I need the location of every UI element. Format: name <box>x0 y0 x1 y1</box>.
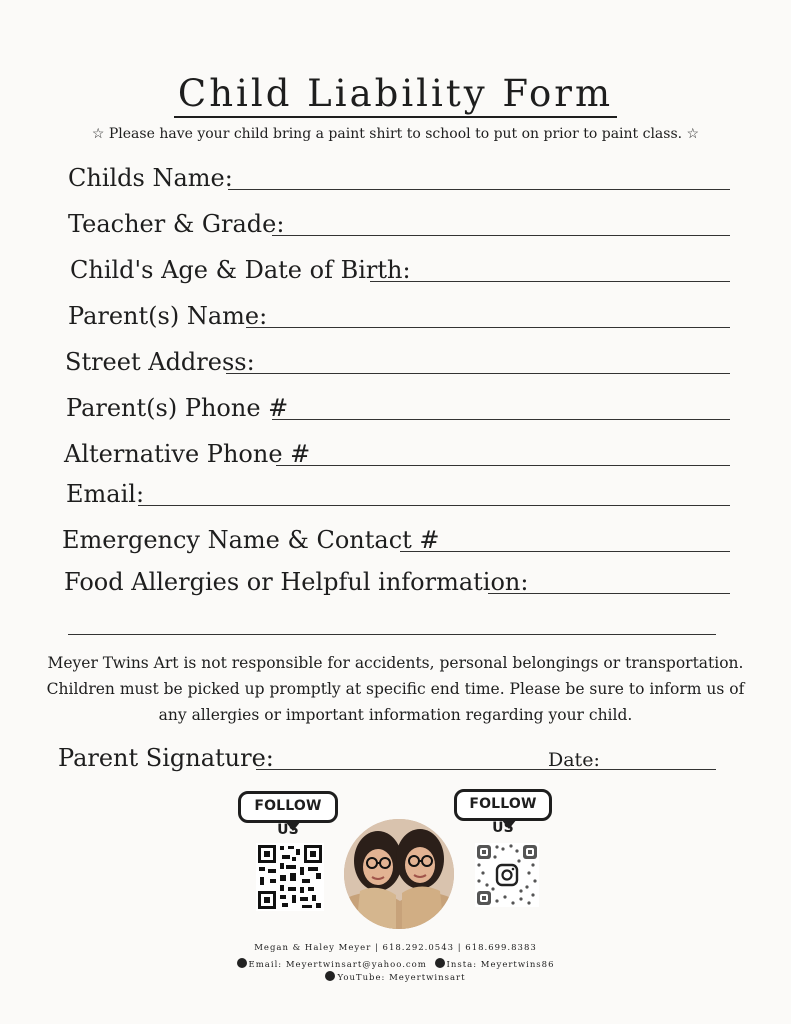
signature-row <box>0 742 791 776</box>
form-title: Child Liability Form <box>0 72 791 115</box>
street-address-line[interactable] <box>226 373 730 374</box>
email-line[interactable] <box>138 505 730 506</box>
field-label: Childs Name: <box>68 164 233 192</box>
alt-phone-line[interactable] <box>276 465 730 466</box>
disclaimer-line-2: Children must be picked up promptly at specific end time. Please be sure to inform us of <box>46 680 745 698</box>
footer-contact-line: Megan & Haley Meyer | 618.292.0543 | 618.699.8383 <box>254 943 537 953</box>
field-alt-phone <box>0 438 791 472</box>
field-label: Street Address: <box>65 348 255 376</box>
field-street-address <box>0 346 791 380</box>
liability-disclaimer <box>40 650 751 728</box>
field-childs-name <box>0 162 791 196</box>
footer-social-line <box>0 958 791 970</box>
footer-youtube-line <box>0 971 791 983</box>
instagram-qr-code-icon[interactable] <box>475 843 539 907</box>
field-emergency-contact <box>0 524 791 558</box>
parent-name-line[interactable] <box>246 327 730 328</box>
email-icon <box>237 958 247 968</box>
field-label: Parent(s) Name: <box>68 302 268 330</box>
meyer-twins-photo <box>344 819 454 929</box>
signature-line[interactable] <box>256 769 716 770</box>
emergency-contact-line[interactable] <box>400 551 730 552</box>
field-label: Teacher & Grade: <box>68 210 285 238</box>
field-label: Parent(s) Phone # <box>66 394 289 422</box>
qr-code-icon[interactable] <box>256 843 324 911</box>
field-email <box>0 478 791 512</box>
field-label: Emergency Name & Contact # <box>62 526 440 554</box>
field-label: Child's Age & Date of Birth: <box>70 256 411 284</box>
follow-us-label: FOLLOW US <box>254 798 322 838</box>
date-label: Date: <box>548 749 600 771</box>
childs-name-line[interactable] <box>228 189 730 190</box>
follow-us-bubble-left <box>238 791 338 838</box>
twins-portrait-image <box>344 819 454 929</box>
paint-shirt-note: ☆ Please have your child bring a paint shirt to school to put on prior to paint class. ☆ <box>91 126 700 142</box>
field-age-dob <box>0 254 791 288</box>
follow-us-label: FOLLOW US <box>469 796 537 836</box>
footer-email[interactable]: Email: Meyertwinsart@yahoo.com <box>248 960 427 970</box>
instagram-icon <box>435 958 445 968</box>
footer-youtube[interactable]: YouTube: Meyertwinsart <box>337 973 466 983</box>
field-parent-phone <box>0 392 791 426</box>
food-allergies-extra-line[interactable] <box>68 634 716 635</box>
youtube-icon <box>325 971 335 981</box>
signature-label: Parent Signature: <box>58 744 274 772</box>
disclaimer-line-3: any allergies or important information regarding your child. <box>158 706 633 724</box>
food-allergies-line[interactable] <box>488 593 730 594</box>
field-parent-name <box>0 300 791 334</box>
age-dob-line[interactable] <box>370 281 730 282</box>
field-teacher-grade <box>0 208 791 242</box>
field-label: Email: <box>66 480 145 508</box>
parent-phone-line[interactable] <box>272 419 730 420</box>
follow-us-bubble-right <box>454 789 552 836</box>
footer-insta[interactable]: Insta: Meyertwins86 <box>446 960 555 970</box>
disclaimer-line-1: Meyer Twins Art is not responsible for accidents, personal belongings or transportation. <box>47 654 744 672</box>
field-label: Alternative Phone # <box>64 440 311 468</box>
field-food-allergies <box>0 566 791 600</box>
teacher-grade-line[interactable] <box>272 235 730 236</box>
field-label: Food Allergies or Helpful information: <box>64 568 529 596</box>
